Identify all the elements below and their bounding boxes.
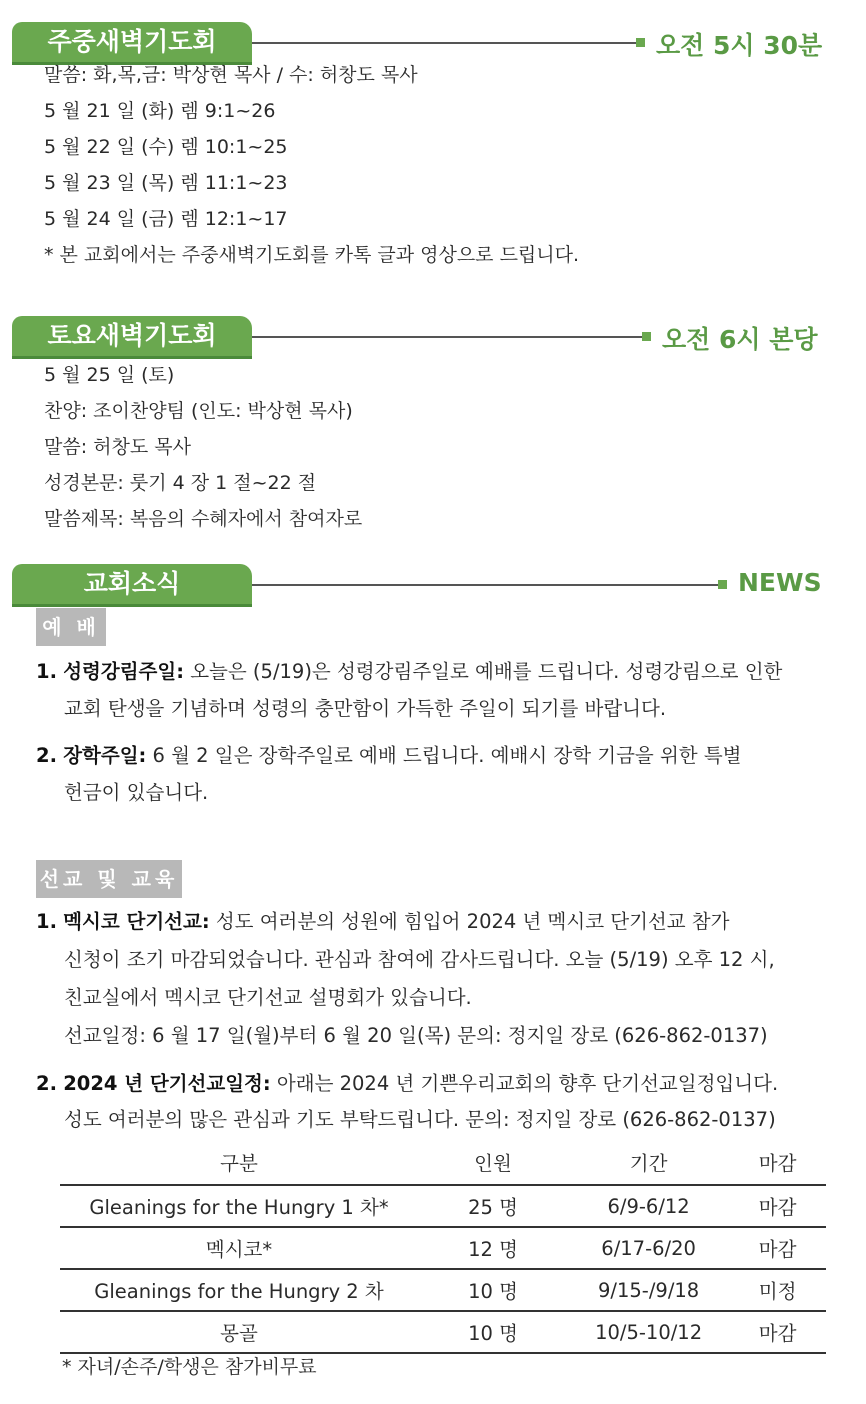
divider-line [252, 584, 720, 586]
table-header: 기간 [568, 1140, 729, 1185]
item-text-cont: 교회 탄생을 기념하며 성령의 충만함이 가득한 주일이 되기를 바랍니다. [64, 697, 667, 720]
bullet-square-icon [642, 332, 651, 341]
item-text: 아래는 2024 년 기쁜우리교회의 향후 단기선교일정입니다. [276, 1072, 779, 1095]
section-title: 주중새벽기도회 [12, 22, 252, 65]
table-cell: 마감 [729, 1227, 826, 1269]
section-title: 교회소식 [12, 564, 252, 607]
table-header: 마감 [729, 1140, 826, 1185]
table-cell: 6/17-6/20 [568, 1227, 729, 1269]
list-item [36, 740, 742, 768]
table-cell: 10 명 [418, 1311, 568, 1353]
table-cell: 마감 [729, 1185, 826, 1227]
item-text-cont: 친교실에서 멕시코 단기선교 설명회가 있습니다. [64, 986, 472, 1009]
divider-line [252, 336, 644, 338]
text-line: 5 월 24 일 (금) 렘 12:1~17 [44, 208, 288, 230]
table-header-row [60, 1140, 826, 1185]
table-cell: 12 명 [418, 1227, 568, 1269]
section-title: 토요새벽기도회 [12, 316, 252, 359]
table-cell: 마감 [729, 1311, 826, 1353]
text-line: 5 월 25 일 (토) [44, 364, 175, 386]
text-line: 말씀: 화,목,금: 박상현 목사 / 수: 허창도 목사 [44, 64, 418, 86]
subsection-tag-worship: 예 배 [36, 608, 106, 646]
text-line: 5 월 22 일 (수) 렘 10:1~25 [44, 136, 288, 158]
text-line: 5 월 21 일 (화) 렘 9:1~26 [44, 100, 276, 122]
item-number: 2. [36, 1072, 57, 1095]
item-text-cont: 선교일정: 6 월 17 일(월)부터 6 월 20 일(목) 문의: 정지일 장로 (626-862-0137) [64, 1024, 768, 1047]
section-news-label: NEWS [738, 568, 822, 597]
item-text-cont: 성도 여러분의 많은 관심과 기도 부탁드립니다. 문의: 정지일 장로 (626-862-0137) [64, 1108, 776, 1131]
section-header-news [12, 564, 852, 604]
text-line: 5 월 23 일 (목) 렘 11:1~23 [44, 172, 288, 194]
table-row [60, 1227, 826, 1269]
text-line: 말씀제목: 복음의 수혜자에서 참여자로 [44, 508, 363, 530]
item-heading: 2024 년 단기선교일정: [63, 1072, 271, 1095]
text-line: * 본 교회에서는 주중새벽기도회를 카톡 글과 영상으로 드립니다. [44, 244, 580, 266]
item-text: 6 월 2 일은 장학주일로 예배 드립니다. 예배시 장학 기금을 위한 특별 [152, 744, 742, 767]
table-cell: 10/5-10/12 [568, 1311, 729, 1353]
table-row [60, 1185, 826, 1227]
table-header: 인원 [418, 1140, 568, 1185]
item-heading: 장학주일: [63, 744, 147, 767]
item-number: 1. [36, 910, 57, 933]
table-cell: 9/15-/9/18 [568, 1269, 729, 1311]
table-cell: 6/9-6/12 [568, 1185, 729, 1227]
table-cell: 멕시코* [60, 1227, 418, 1269]
table-cell: 25 명 [418, 1185, 568, 1227]
item-number: 1. [36, 660, 57, 683]
text-line: 찬양: 조이찬양팀 (인도: 박상현 목사) [44, 400, 353, 422]
section-time: 오전 6시 본당 [662, 325, 818, 354]
footnote: * 자녀/손주/학생은 참가비무료 [62, 1356, 317, 1378]
table-cell: Gleanings for the Hungry 2 차 [60, 1269, 418, 1311]
text-line: 말씀: 허창도 목사 [44, 436, 191, 458]
subsection-tag-mission: 선교 및 교육 [36, 860, 182, 898]
table-cell: 미정 [729, 1269, 826, 1311]
section-header-saturday-dawn [12, 316, 852, 356]
table-row [60, 1311, 826, 1353]
item-number: 2. [36, 744, 57, 767]
section-header-weekday-dawn [12, 22, 852, 62]
table-cell: 몽골 [60, 1311, 418, 1353]
item-text-cont: 헌금이 있습니다. [64, 781, 209, 804]
item-heading: 성령강림주일: [63, 660, 185, 683]
table-cell: Gleanings for the Hungry 1 차* [60, 1185, 418, 1227]
item-text: 성도 여러분의 성원에 힘입어 2024 년 멕시코 단기선교 참가 [215, 910, 730, 933]
list-item [36, 1068, 778, 1096]
list-item [36, 656, 782, 684]
table-header: 구분 [60, 1140, 418, 1185]
mission-schedule-table [60, 1140, 826, 1354]
item-text-cont: 신청이 조기 마감되었습니다. 관심과 참여에 감사드립니다. 오늘 (5/19) 오후 12 시, [64, 948, 775, 971]
item-heading: 멕시코 단기선교: [63, 910, 210, 933]
table-cell: 10 명 [418, 1269, 568, 1311]
divider-line [252, 42, 638, 44]
list-item [36, 906, 729, 934]
bullet-square-icon [718, 580, 727, 589]
table-row [60, 1269, 826, 1311]
section-time: 오전 5시 30분 [656, 31, 823, 60]
bullet-square-icon [636, 38, 645, 47]
item-text: 오늘은 (5/19)은 성령강림주일로 예배를 드립니다. 성령강림으로 인한 [190, 660, 783, 683]
text-line: 성경본문: 룻기 4 장 1 절~22 절 [44, 472, 317, 494]
